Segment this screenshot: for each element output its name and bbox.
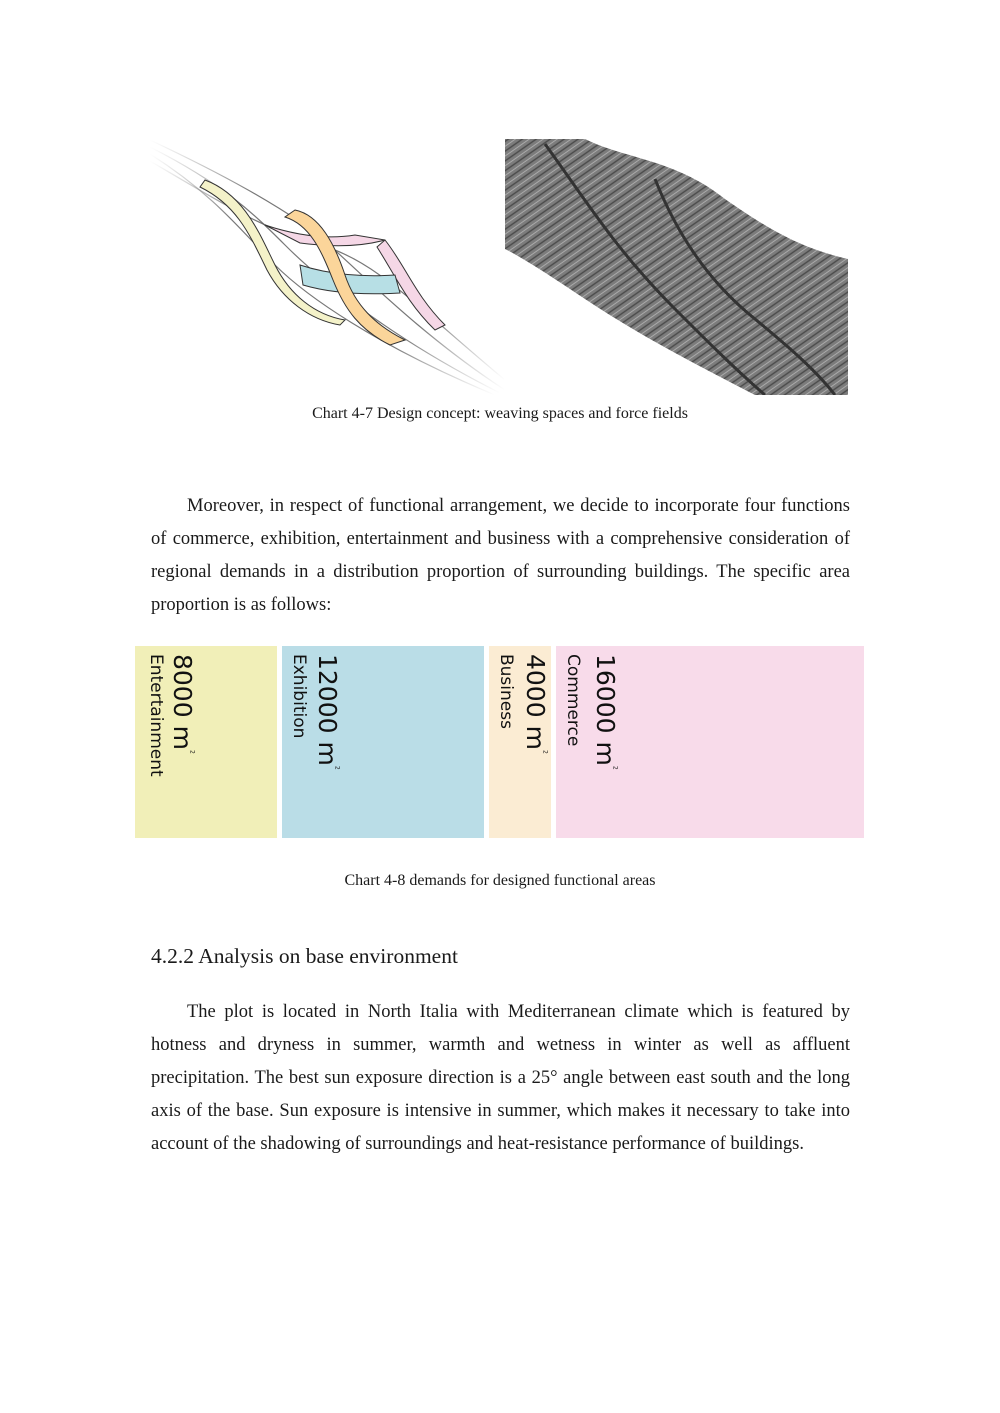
area-block-entertainment bbox=[135, 646, 277, 838]
area-block-business bbox=[489, 646, 551, 838]
woven-ribbons-illustration bbox=[145, 135, 510, 395]
area-label-entertainment: Entertainment bbox=[146, 654, 166, 777]
area-value-entertainment: 8000 $m^2$ bbox=[168, 654, 197, 754]
section-heading: 4.2.2 Analysis on base environment bbox=[151, 944, 458, 968]
paragraph-base-environment: The plot is located in North Italia with Mediterranean climate which is featured by hotness and dryness in summer, warmth and wetness in winter as well as affluent precipitation. The best sun exposure direction is a 25° angle between east south and the long axis of the base. Sun exposure is intensive in summer, which makes it necessary to take into account of the shadowing of surroundings and heat-resistance performance of buildings. bbox=[151, 1002, 850, 1154]
figure-4-7-caption: Chart 4-7 Design concept: weaving spaces and force fields bbox=[312, 405, 688, 422]
area-label-business: Business bbox=[496, 654, 516, 729]
area-label-commerce: Commerce bbox=[563, 654, 583, 747]
paragraph-functional-arrangement: Moreover, in respect of functional arrangement, we decide to incorporate four functions of commerce, exhibition, entertainment and business with a comprehensive consideration of regional demands in a distribution proportion of surrounding buildings. The specific area proportion is as follows: bbox=[151, 496, 850, 615]
figure-4-8-caption: Chart 4-8 demands for designed functional areas bbox=[344, 872, 656, 889]
area-label-exhibition: Exhibition bbox=[289, 654, 309, 739]
twisted-rope-photo bbox=[505, 139, 848, 395]
area-block-exhibition bbox=[282, 646, 484, 838]
area-value-exhibition: 12000 $m^2$ bbox=[313, 654, 342, 770]
area-value-business: 4000 $m^2$ bbox=[521, 654, 550, 754]
area-block-commerce bbox=[556, 646, 864, 838]
area-value-commerce: 16000 $m^2$ bbox=[591, 654, 620, 770]
